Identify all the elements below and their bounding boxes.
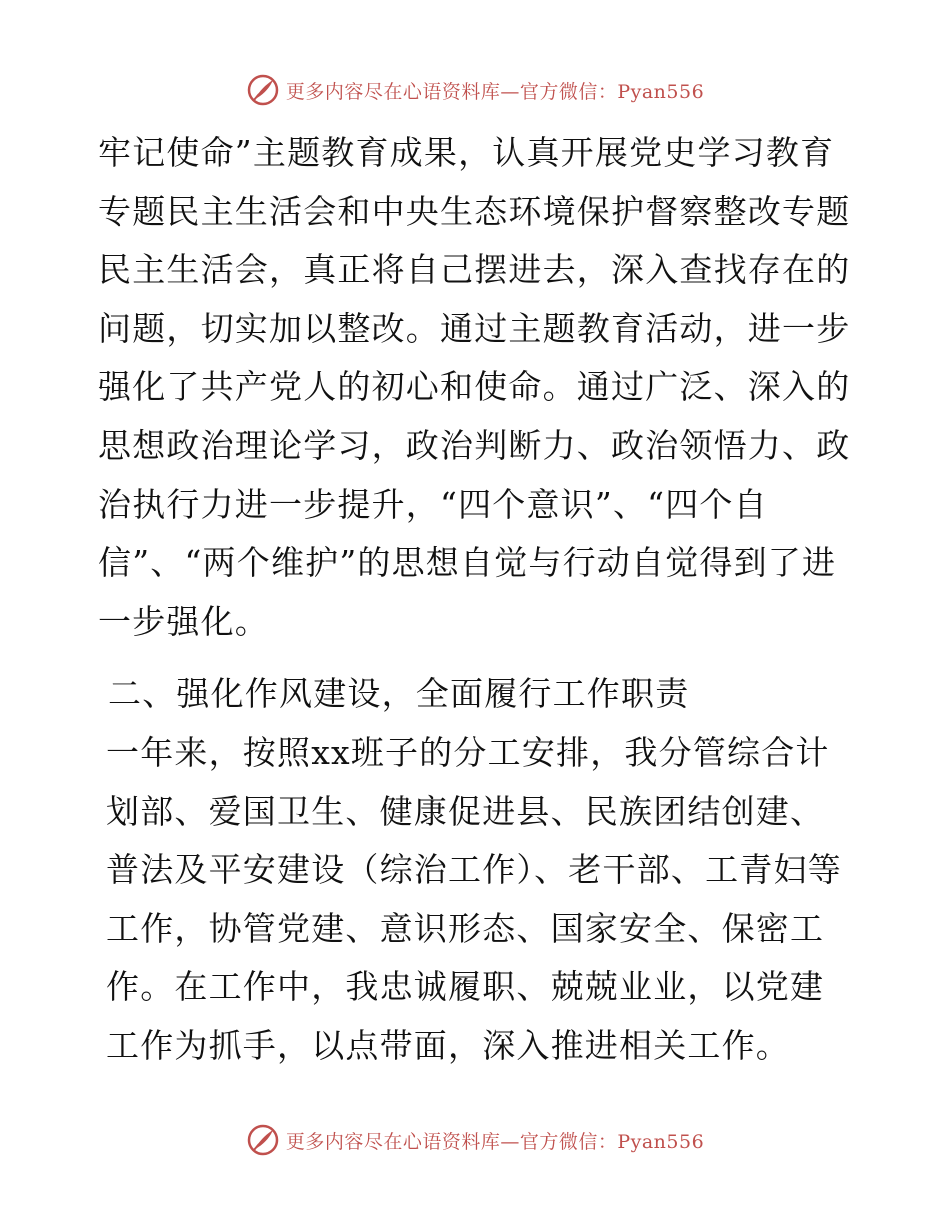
- paragraph-1: 牢记使命”主题教育成果，认真开展党史学习教育专题民主生活会和中央生态环境保护督察整改专题民主生活会，真正将自己摆进去，深入查找存在的问题，切实加以整改。通过主题教育活动，进一步强化了共产党人的初心和使命。通过广泛、深入的思想政治理论学习，政治判断力、政治领悟力、政治执行力进一步提升，“四个意识”、“四个自信”、“两个维护”的思想自觉与行动自觉得到了进一步强化。: [98, 133, 851, 641]
- section-heading-2: 二、强化作风建设，全面履行工作职责: [108, 674, 690, 714]
- paragraph-2: 一年来，按照xx班子的分工安排，我分管综合计划部、爱国卫生、健康促进县、民族团结创建、普法及平安建设（综治工作）、老干部、工青妇等工作，协管党建、意识形态、国家安全、保密工作。在工作中，我忠诚履职、兢兢业业，以党建工作为抓手，以点带面，深入推进相关工作。: [106, 732, 842, 1065]
- header-banner: [0, 70, 950, 110]
- quill-logo-icon: [246, 1123, 280, 1157]
- quill-logo-icon: [246, 73, 280, 107]
- banner-text: 更多内容尽在心语资料库—官方微信：Pyan556: [285, 80, 705, 103]
- footer-banner: [0, 1120, 950, 1160]
- document-body: [98, 124, 858, 1076]
- banner-text: 更多内容尽在心语资料库—官方微信：Pyan556: [285, 1130, 705, 1153]
